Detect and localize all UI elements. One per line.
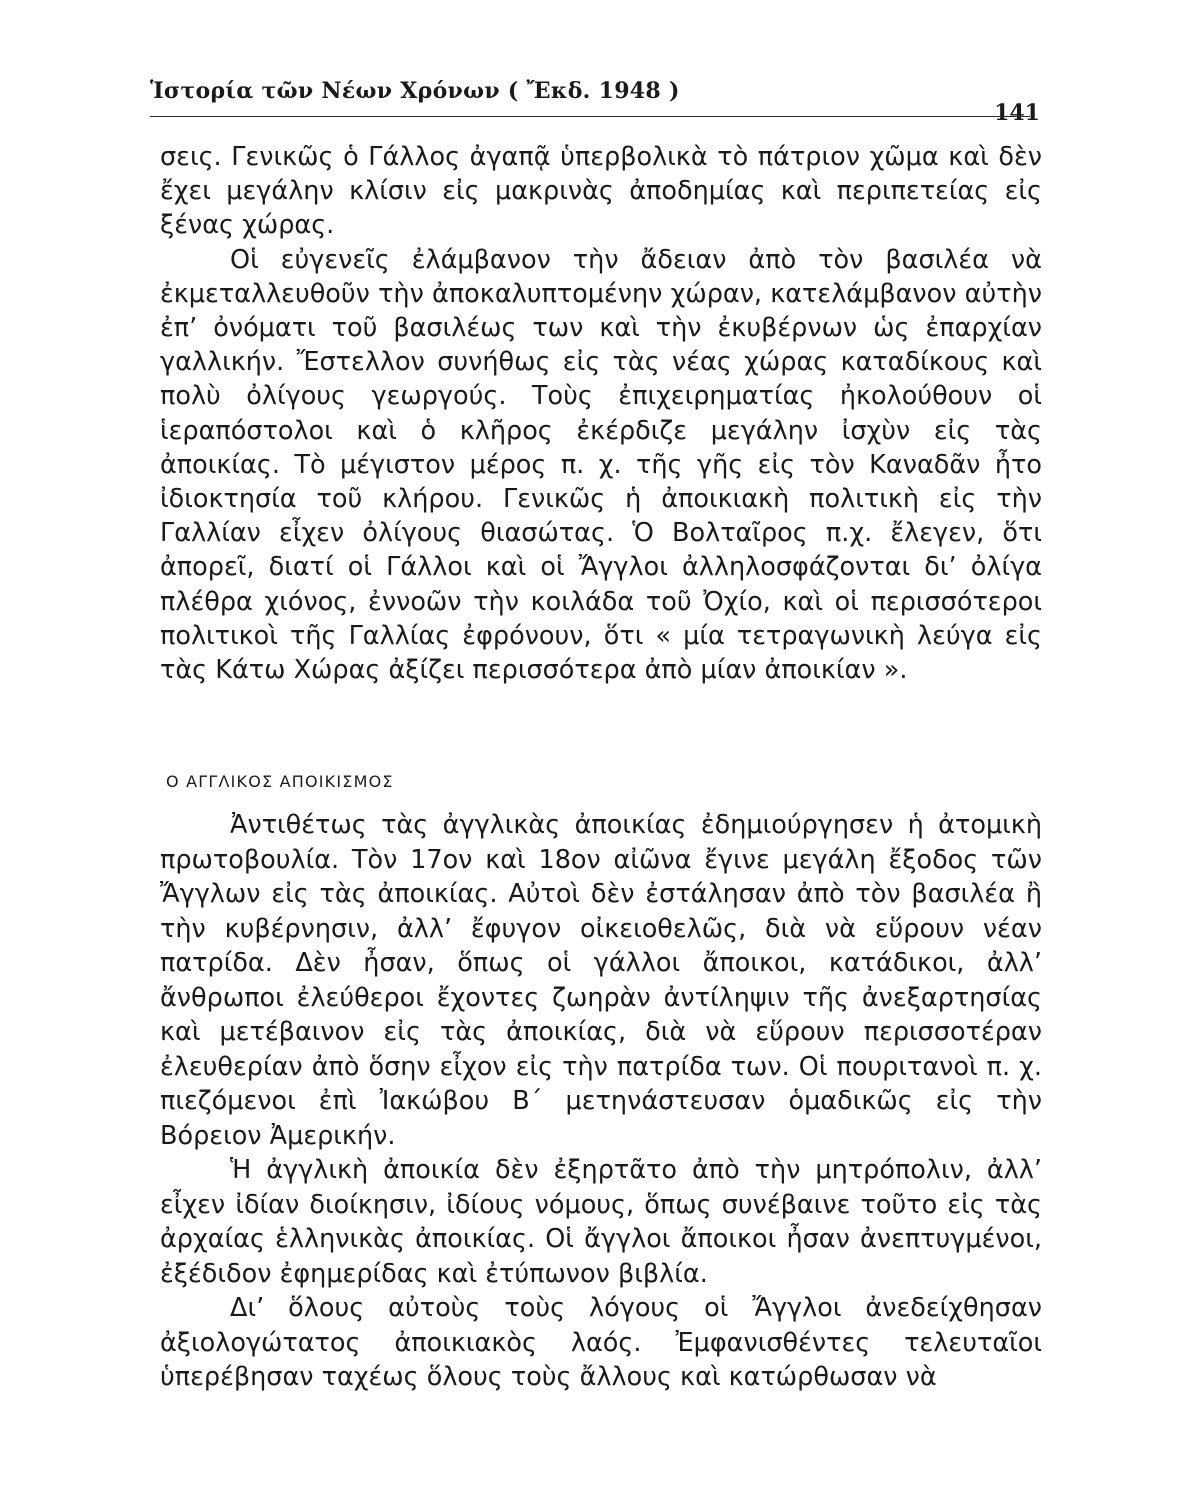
page-number: 141 [994, 100, 1040, 126]
section-french-colonization [160, 140, 1042, 687]
paragraph: Ἀντιθέτως τὰς ἀγγλικὰς ἀποικίας ἐδημιούργησεν ἡ ἀτομικὴ πρωτοβουλία. Τὸν 17ον καὶ 18ον αἰῶνα ἔγινε μεγάλη ἔξοδος τῶν Ἄγγλων εἰς τὰς ἀποικίας. Αὐτοὶ δὲν ἐστάλησαν ἀπὸ τὸν βασιλέα ἢ τὴν κυβέρνησιν, ἀλλ’ ἔφυγον οἰκειοθελῶς, διὰ νὰ εὕρουν νέαν πατρίδα. Δὲν ἦσαν, ὅπως οἱ γάλλοι ἄποικοι, κατάδικοι, ἀλλ’ ἄνθρωποι ἐλεύθεροι ἔχοντες ζωηρὰν ἀντίληψιν τῆς ἀνεξαρτησίας καὶ μετέβαινον εἰς τὰς ἀποικίας, διὰ νὰ εὕρουν περισσοτέραν ἐλευθερίαν ἀπὸ ὅσην εἶχον εἰς τὴν πατρίδα των. Οἱ πουριτανοὶ π. χ. πιεζόμενοι ἐπὶ Ἰακώβου Β΄ μετηνάστευσαν ὁμαδικῶς εἰς τὴν Βόρειον Ἀμερικήν. [160, 810, 1042, 1151]
running-title: Ἱστορία τῶν Νέων Χρόνων ( Ἔκδ. 1948 ) [150, 78, 680, 104]
header-rule [150, 116, 1030, 117]
paragraph: Δι’ ὅλους αὐτοὺς τοὺς λόγους οἱ Ἄγγλοι ἀνεδείχθησαν ἀξιολογώτατος ἀποικιακὸς λαός. Ἐμφανισθέντες τελευταῖοι ὑπερέβησαν ταχέως ὅλους τοὺς ἄλλους καὶ κατώρθωσαν νὰ [160, 1293, 1042, 1392]
section-heading: Ο ΑΓΓΛΙΚΟΣ ΑΠΟΙΚΙΣΜΟΣ [166, 772, 394, 791]
paragraph: Ἡ ἀγγλικὴ ἀποικία δὲν ἐξηρτᾶτο ἀπὸ τὴν μητρόπολιν, ἀλλ’ εἶχεν ἰδίαν διοίκησιν, ἰδίους νόμους, ὅπως συνέβαινε τοῦτο εἰς τὰς ἀρχαίας ἑλληνικὰς ἀποικίας. Οἱ ἄγγλοι ἄποικοι ἦσαν ἀνεπτυγμένοι, ἐξέδιδον ἐφημερίδας καὶ ἐτύπωνον βιβλία. [160, 1155, 1042, 1289]
paragraph: σεις. Γενικῶς ὁ Γάλλος ἀγαπᾷ ὑπερβολικὰ τὸ πάτριον χῶμα καὶ δὲν ἔχει μεγάλην κλίσιν εἰς μακρινὰς ἀποδημίας καὶ περιπετείας εἰς ξένας χώρας. [160, 142, 1042, 241]
paragraph: Οἱ εὐγενεῖς ἐλάμβανον τὴν ἄδειαν ἀπὸ τὸν βασιλέα νὰ ἐκμεταλλευθοῦν τὴν ἀποκαλυπτομένην χώραν, κατελάμβανον αὐτὴν ἐπ’ ὀνόματι τοῦ βασιλέως των καὶ τὴν ἐκυβέρνων ὡς ἐπαρχίαν γαλλικήν. Ἔστελλον συνήθως εἰς τὰς νέας χώρας καταδίκους καὶ πολὺ ὀλίγους γεωργούς. Τοὺς ἐπιχειρηματίας ἠκολούθουν οἱ ἱεραπόστολοι καὶ ὁ κλῆρος ἐκέρδιζε μεγάλην ἰσχὺν εἰς τὰς ἀποικίας. Τὸ μέγιστον μέρος π. χ. τῆς γῆς εἰς τὸν Καναδᾶν ἦτο ἰδιοκτησία τοῦ κλήρου. Γενικῶς ἡ ἀποικιακὴ πολιτικὴ εἰς τὴν Γαλλίαν εἶχεν ὀλίγους θιασώτας. Ὁ Βολταῖρος π.χ. ἔλεγεν, ὅτι ἀπορεῖ, διατί οἱ Γάλλοι καὶ οἱ Ἄγγλοι ἀλληλοσφάζονται δι’ ὀλίγα πλέθρα χιόνος, ἐννοῶν τὴν κοιλάδα τοῦ Ὀχίο, καὶ οἱ περισσότεροι πολιτικοὶ τῆς Γαλλίας ἐφρόνουν, ὅτι « μία τετραγωνικὴ λεύγα εἰς τὰς Κάτω Χώρας ἀξίζει περισσότερα ἀπὸ μίαν ἀποικίαν ». [160, 244, 1042, 686]
page-header [150, 78, 1040, 126]
section-english-colonization [160, 808, 1042, 1395]
